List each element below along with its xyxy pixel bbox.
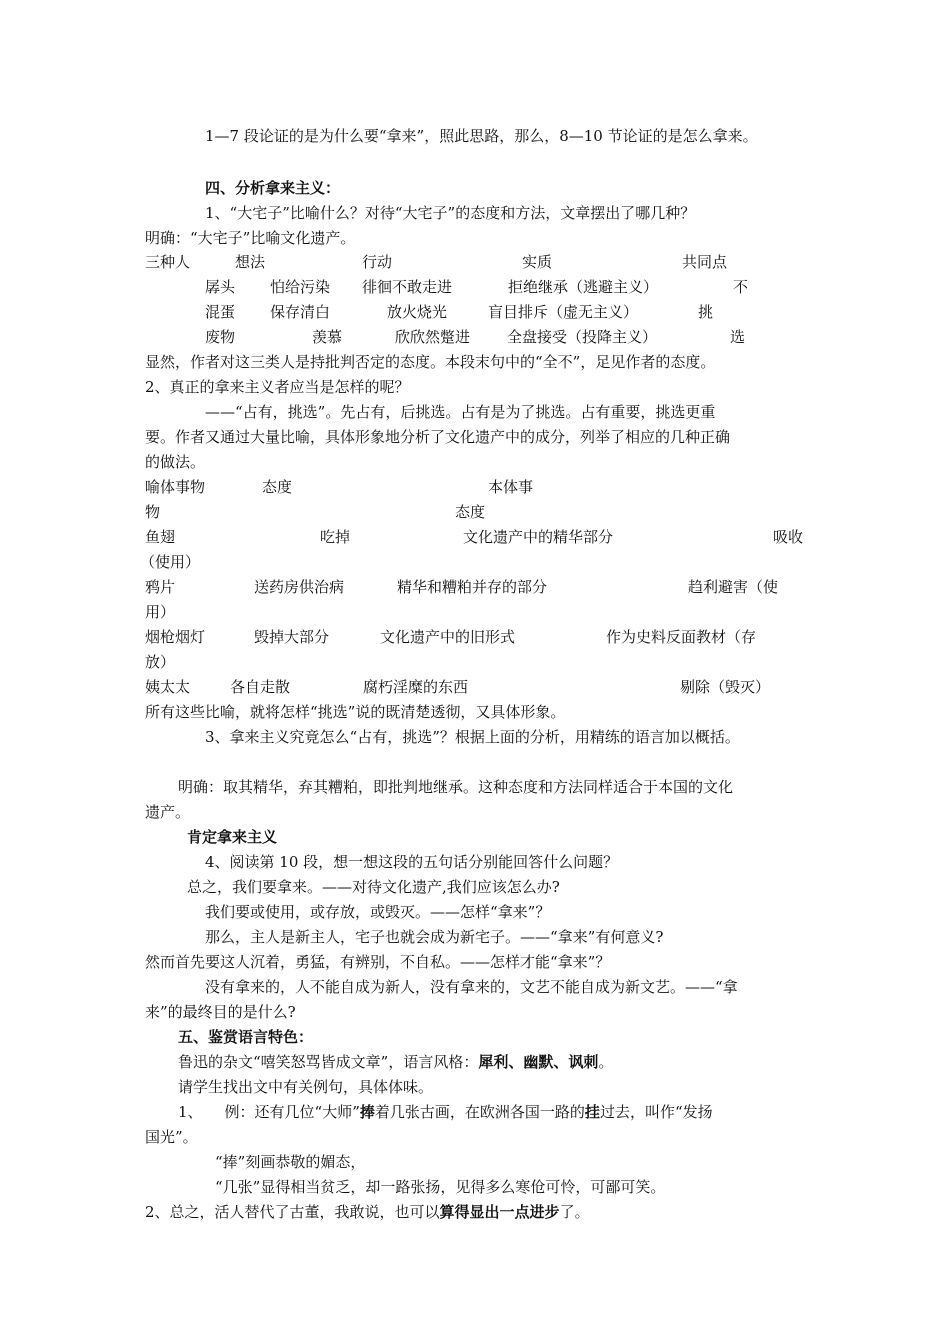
question-4: 4、阅读第 10 段，想一想这段的五句话分别能回答什么问题？ bbox=[205, 853, 619, 871]
para-occupy-3: 的做法。 bbox=[145, 453, 206, 471]
t2-cell: 趋利避害（使 bbox=[688, 578, 779, 596]
section-5-heading: 五、鉴赏语言特色： bbox=[178, 1028, 314, 1046]
style-line bbox=[178, 1052, 613, 1072]
sentence-2: 我们要或使用，或存放，或毁灭。——怎样“拿来”？ bbox=[205, 903, 551, 921]
t2-cell: 烟枪烟灯 bbox=[145, 628, 206, 646]
sentence-4: 然而首先要这人沉着，勇猛，有辨别，不自私。——怎样才能“拿来”？ bbox=[145, 953, 611, 971]
t2-cell: 用） bbox=[145, 603, 176, 621]
example-1-cont: 国光”。 bbox=[145, 1128, 198, 1146]
t1-cell: 怕给污染 bbox=[270, 278, 331, 296]
style-bold: 犀利、幽默、讽刺 bbox=[478, 1053, 599, 1071]
t1-header-essence: 实质 bbox=[522, 253, 553, 271]
t1-cell: 保存清白 bbox=[270, 303, 331, 321]
answer-3-line-2: 遗产。 bbox=[145, 803, 191, 821]
t1-header-people: 三种人 bbox=[145, 253, 191, 271]
t1-cell: 羡慕 bbox=[312, 328, 343, 346]
example-1-text-b: 着几张古画，在欧洲各国一路的 bbox=[374, 1103, 585, 1121]
t1-cell: 不 bbox=[733, 278, 749, 296]
t1-cell: 选 bbox=[730, 328, 746, 346]
t2-cell: 吃掉 bbox=[320, 528, 351, 546]
example-1-text-a: 例：还有几位“大师” bbox=[224, 1103, 360, 1121]
example-1-bold-a: 捧 bbox=[359, 1103, 375, 1121]
t2-cell: 作为史料反面教材（存 bbox=[606, 628, 757, 646]
t1-cell: 混蛋 bbox=[205, 303, 236, 321]
example-1-bold-b: 挂 bbox=[584, 1103, 600, 1121]
t2-cell: 文化遗产中的旧形式 bbox=[380, 628, 516, 646]
sentence-1: 总之，我们要拿来。——对待文化遗产,我们应该怎么办? bbox=[187, 878, 560, 896]
sentence-5-line-2: 来”的最终目的是什么? bbox=[145, 1003, 296, 1021]
para-occupy-2: 要。作者又通过大量比喻，具体形象地分析了文化遗产中的成分，列举了相应的几种正确 bbox=[145, 428, 731, 446]
t2-cell: 放） bbox=[145, 653, 176, 671]
t1-cell: 拒绝继承（逃避主义） bbox=[508, 278, 659, 296]
example-1-note-2: “几张”显得相当贫乏，却一路张扬，见得多么寒伧可怜，可鄙可笑。 bbox=[215, 1178, 666, 1196]
t2-cell: 吸收 bbox=[773, 528, 804, 546]
t2-cell: 鸦片 bbox=[145, 578, 176, 596]
t2-cell: 精华和糟粕并存的部分 bbox=[397, 578, 548, 596]
t2-header-attitude: 态度 bbox=[262, 478, 293, 496]
t2-header-attitude-2: 态度 bbox=[455, 503, 486, 521]
t2-cell: （使用） bbox=[140, 553, 201, 571]
t2-cell: 鱼翅 bbox=[145, 528, 176, 546]
para-metaphor-summary: 所有这些比喻，就将怎样“挑选”说的既清楚透彻，又具体形象。 bbox=[145, 703, 566, 721]
para-attitude: 显然，作者对这三类人是持批判否定的态度。本段末句中的“全不”，足见作者的态度。 bbox=[145, 353, 716, 371]
example-1-note-1: “捧”刻画恭敬的媚态， bbox=[215, 1153, 366, 1171]
t2-cell: 腐朽淫糜的东西 bbox=[363, 678, 469, 696]
section-4-heading: 四、分析拿来主义： bbox=[205, 179, 341, 197]
heading-affirm: 肯定拿来主义 bbox=[187, 828, 278, 846]
para-occupy-1: ——“占有，挑选”。先占有，后挑选。占有是为了挑选。占有重要，挑选更重 bbox=[205, 403, 716, 421]
example-2-bold: 算得显出一点进步 bbox=[439, 1203, 560, 1221]
example-2-text-b: 了。 bbox=[559, 1203, 590, 1221]
sentence-3: 那么，主人是新主人，宅子也就会成为新宅子。——“拿来”有何意义? bbox=[205, 928, 664, 946]
t1-header-idea: 想法 bbox=[235, 253, 266, 271]
para-intro: 1—7 段论证的是为什么要“拿来”，照此思路，那么，8—10 节论证的是怎么拿来。 bbox=[205, 127, 758, 145]
t2-cell: 毁掉大部分 bbox=[254, 628, 330, 646]
t1-header-action: 行动 bbox=[362, 253, 393, 271]
t1-header-common: 共同点 bbox=[682, 253, 728, 271]
t2-header-tenor: 本体事 bbox=[488, 478, 534, 496]
style-suffix: 。 bbox=[598, 1053, 614, 1071]
t2-header-vehicle: 喻体事物 bbox=[145, 478, 206, 496]
answer-3-line-1: 明确：取其精华，弃其糟粕，即批判地继承。这种态度和方法同样适合于本国的文化 bbox=[178, 778, 734, 796]
example-2-text-a: 2、总之，活人替代了古董，我敢说，也可以 bbox=[145, 1203, 440, 1221]
example-1-text-c: 过去，叫作“发扬 bbox=[599, 1103, 713, 1121]
t2-cell: 送药房供治病 bbox=[254, 578, 345, 596]
t1-cell: 欣欣然蹩进 bbox=[395, 328, 471, 346]
t1-cell: 徘徊不敢走进 bbox=[362, 278, 453, 296]
t2-cell: 剔除（毁灭） bbox=[680, 678, 771, 696]
t2-cell: 文化遗产中的精华部分 bbox=[463, 528, 614, 546]
answer-1: 明确：“大宅子”比喻文化遗产。 bbox=[145, 229, 356, 247]
example-1-number: 1、 bbox=[178, 1103, 203, 1121]
style-prefix: 鲁迅的杂文“嘻笑怒骂皆成文章”，语言风格： bbox=[178, 1053, 479, 1071]
t1-cell: 全盘接受（投降主义） bbox=[507, 328, 658, 346]
question-3: 3、拿来主义究竟怎么“占有，挑选”？根据上面的分析，用精练的语言加以概括。 bbox=[205, 728, 740, 746]
example-2 bbox=[145, 1202, 590, 1222]
t1-cell: 挑 bbox=[698, 303, 714, 321]
question-1: 1、“大宅子”比喻什么？对待“大宅子”的态度和方法，文章摆出了哪几种？ bbox=[205, 204, 696, 222]
ask-line: 请学生找出文中有关例句，具体体味。 bbox=[178, 1078, 434, 1096]
t1-cell: 废物 bbox=[205, 328, 236, 346]
example-1 bbox=[178, 1102, 713, 1122]
t1-cell: 孱头 bbox=[205, 278, 236, 296]
t2-cell: 姨太太 bbox=[145, 678, 191, 696]
t2-cell: 各自走散 bbox=[230, 678, 291, 696]
question-2: 2、真正的拿来主义者应当是怎样的呢？ bbox=[145, 378, 410, 396]
t2-header-vehicle-cont: 物 bbox=[145, 503, 161, 521]
sentence-5-line-1: 没有拿来的，人不能自成为新人，没有拿来的，文艺不能自成为新文艺。——“拿 bbox=[205, 978, 738, 996]
t1-cell: 放火烧光 bbox=[387, 303, 448, 321]
t1-cell: 盲目排斥（虚无主义） bbox=[488, 303, 639, 321]
